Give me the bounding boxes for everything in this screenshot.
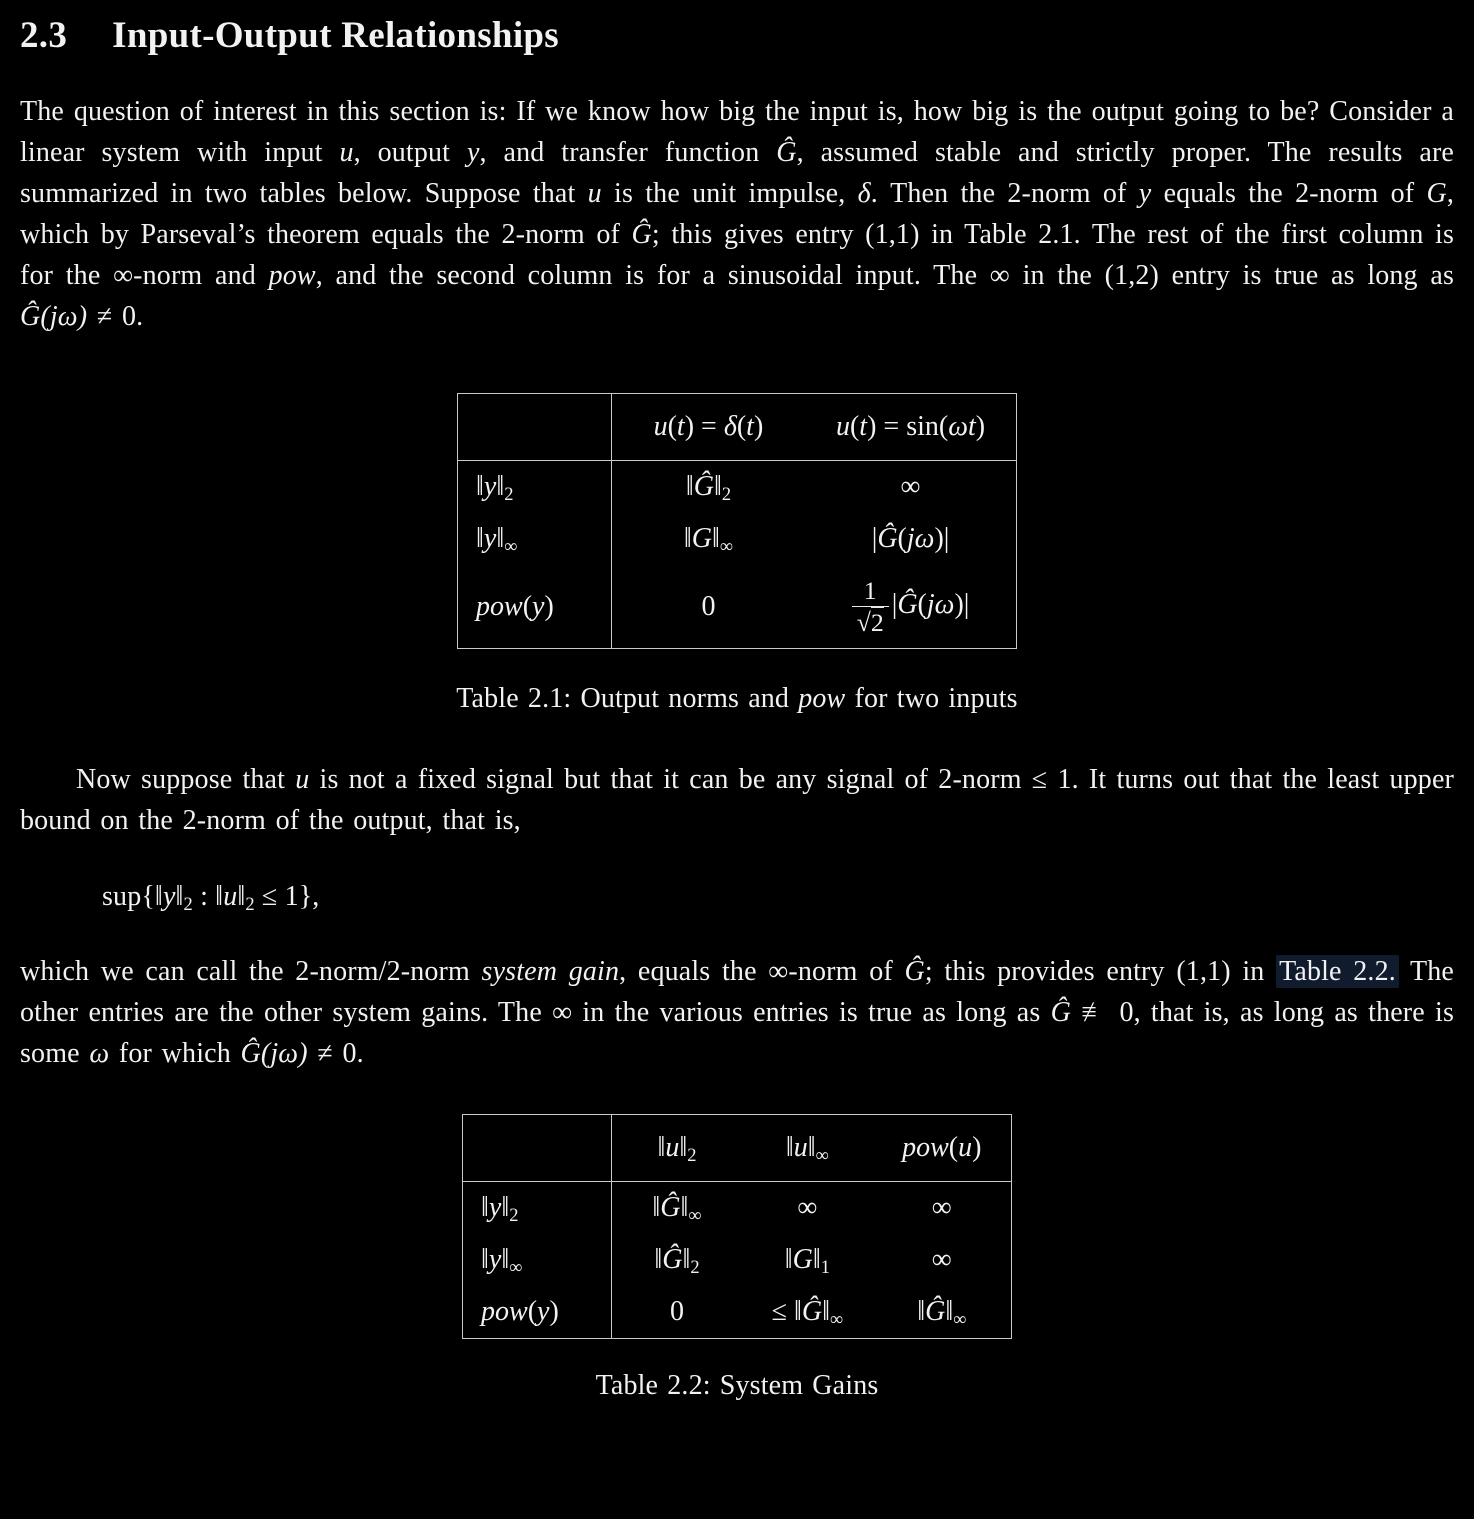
table-cell: $‖Ĝ‖_\infty$ [652,1192,702,1226]
table-cell: $‖Ĝ‖_\infty$ [917,1296,967,1330]
section-title: Input-Output Relationships [112,15,559,56]
table-2-2-row-label-powy: pow(y) [463,1286,612,1339]
table-2-1-row-label-powy: pow(y) [458,565,612,649]
fraction: $\frac{1}{√2}$ [852,577,889,636]
table-cell: ∞ [797,1192,818,1224]
table-2-2 [462,1114,1012,1339]
table-2-2-link[interactable]: Table 2.2. [1276,955,1399,988]
table-cell: |Ĝ(jω)| [871,523,950,554]
section-number: 2.3 [20,15,68,56]
table-2-1-header-row [458,394,1017,461]
table-2-2-corner-cell [463,1115,612,1182]
table-2-2-header-row [463,1115,1012,1182]
table-cell: 0 [669,1296,684,1328]
table-cell: ∞ [931,1192,952,1224]
table-2-1-corner-cell [458,394,612,461]
table-row [458,513,1017,565]
table-2-2-row-label-yinf: $‖y‖_\infty$ [463,1234,612,1286]
table-row [458,461,1017,514]
paragraph-intro: The question of interest in this section is: If we know how big the input is, how big is the output going to be? Consider a linear system with input u, output y, and transfer function Ĝ, assumed stable and strictly proper. The results are summarized in two tables below. Suppose that u is the unit impulse, δ. Then the 2-norm of y equals the 2-norm of G, which by Parseval’s theorem equals the 2-norm of Ĝ; this gives entry (1,1) in Table 2.1. The rest of the first column is for the ∞-norm and pow, and the second column is for a sinusoidal input. The ∞ in the (1,2) entry is true as long as Ĝ(jω) ≠ 0. [20,96,1455,332]
table-2-2-col-header-u2: $‖u‖_2$ [611,1115,742,1182]
table-cell: $‖Ĝ‖_2$ [685,471,732,505]
display-equation-sup-norm: $sup\{‖y‖_2$ : $‖u‖_2 \le 1$}, [102,881,320,915]
table-cell: $‖G‖_1$ [784,1244,830,1278]
table-row [458,565,1017,649]
table-cell: ∞ [931,1244,952,1276]
table-2-1-col-header-sinusoid: u(t) = sin(ωt) [805,394,1016,461]
table-2-1-caption: Table 2.1: Output norms and pow for two inputs [456,683,1018,715]
table-2-2-caption: Table 2.2: System Gains [595,1370,879,1402]
table-row [463,1182,1012,1235]
table-2-2-col-header-uinf: $‖u‖_\infty$ [742,1115,872,1182]
table-cell: $\frac{1}{√2}$ |Ĝ(jω)| [805,565,1016,649]
table-2-2-col-header-powu: pow(u) [873,1115,1012,1182]
table-row [463,1234,1012,1286]
table-2-1-col-header-impulse: u(t) = δ(t) [611,394,805,461]
table-cell: $‖Ĝ‖_2$ [654,1244,700,1278]
table-cell: ≤ $‖Ĝ‖_\infty$ [771,1296,844,1330]
table-2-1-row-label-y2: $‖y‖_2$ [458,461,612,514]
table-cell: ∞ [900,471,921,502]
table-2-2-row-label-y2: $‖y‖_2$ [463,1182,612,1235]
table-2-1 [457,393,1017,649]
paragraph-system-gain: which we can call the 2-norm/2-norm system gain, equals the ∞-norm of Ĝ; this provides entry (1,1) in Table 2.2. The other entries are the other system gains. The ∞ in the various entries is true as long as Ĝ ≢ 0, that is, as long as there is some ω for which Ĝ(jω) ≠ 0. [20,956,1454,1070]
table-2-1-row-label-yinf: $‖y‖_\infty$ [458,513,612,565]
table-row [463,1286,1012,1339]
paragraph-supremum: Now suppose that u is not a fixed signal but that it can be any signal of 2-norm ≤ 1. It turns out that the least upper bound on the 2-norm of the output, that is, [20,764,1454,837]
table-cell: 0 [701,590,716,622]
table-cell: $‖G‖_\infty$ [683,523,734,557]
section-heading [20,14,1454,57]
